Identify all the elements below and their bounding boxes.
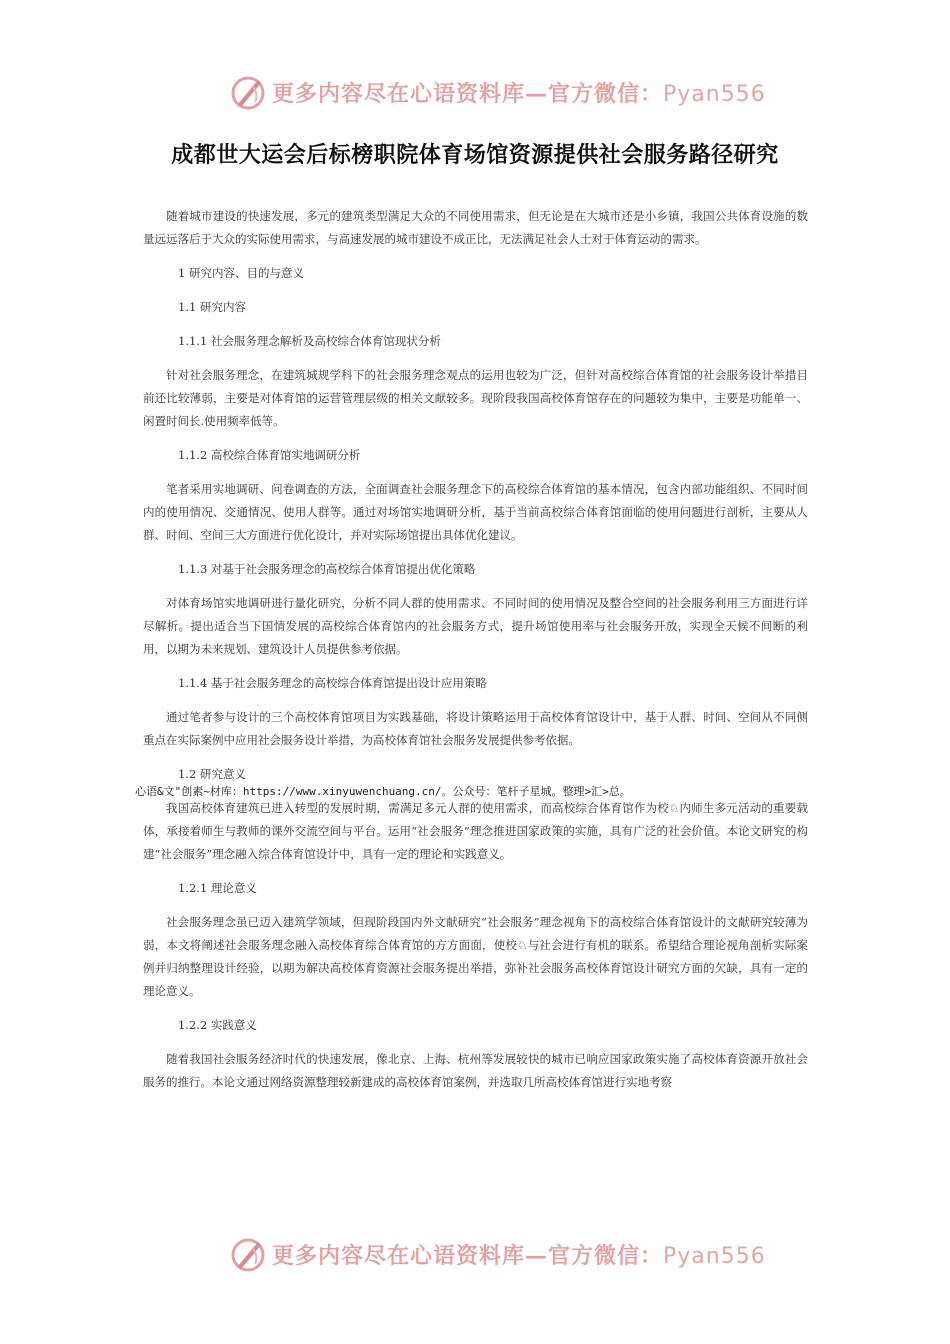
paragraph: 针对社会服务理念，在建筑城规学科下的社会服务理念观点的运用也较为广泛，但针对高校综合体育馆的社会服务设计举措目前还比较薄弱，主要是对体育馆的运营管理层级的相关文献较多。现阶段我国高校体育馆存在的问题较为集中，主要是功能单一、闲置时间长.使用频率低等。 xyxy=(143,368,808,428)
section-heading: 1.2.2 实践意义 xyxy=(178,1018,257,1032)
paragraph: 通过笔者参与设计的三个高校体育馆项目为实践基础，将设计策略运用于高校体育馆设计中，基于人群、时间、空间从不同侧重点在实际案例中应用社会服务设计举措，为高校体育馆社会服务发展提供参考依据。 xyxy=(143,710,808,747)
section-heading: 1.2 研究意义 xyxy=(178,767,246,781)
paragraph: 笔者采用实地调研、问卷调查的方法，全面调查社会服务理念下的高校综合体育馆的基本情况，包含内部功能组织、不同时间内的使用情况、交通情况、使用人群等。通过对场馆实地调研分析，基于当前高校综合体育馆面临的使用问题进行剖析，主要从人群、时间、空间三大方面进行优化设计，并对实际场馆提出具体优化建议。 xyxy=(143,482,808,542)
banner-text: 更多内容尽在心语资料库—官方微信：Pyan556 xyxy=(272,1242,766,1269)
section-heading: 1 研究内容、目的与意义 xyxy=(178,266,304,280)
page-title: 成都世大运会后标榜职院体育场馆资源提供社会服务路径研究 xyxy=(171,143,779,168)
footer-banner xyxy=(0,1232,950,1276)
pen-logo-icon xyxy=(228,72,268,112)
section-heading: 1.1.3 对基于社会服务理念的高校综合体育馆提出优化策略 xyxy=(178,562,476,576)
section-heading: 1.2.1 理论意义 xyxy=(178,881,257,895)
section-heading: 1.1.4 基于社会服务理念的高校综合体育馆提出设计应用策略 xyxy=(178,676,487,690)
section-heading: 1.1 研究内容 xyxy=(178,300,246,314)
paragraph: 我国高校体育建筑已进入转型的发展时期，需满足多元人群的使用需求，而高校综合体育馆作为校♘内师生多元活动的重要载体，承接着师生与教师的课外交流空间与平台。运用“社会服务”理念推进国家政策的实施，具有广泛的社会价值。本论文研究的构建“社会服务”理念融入综合体育馆设计中，具有一定的理论和实践意义。 xyxy=(143,801,808,861)
paragraph: 随着我国社会服务经济时代的快速发展，像北京、上海、杭州等发展较快的城市已响应国家政策实施了高校体育资源开放社会服务的推行。本论文通过网络资源整理较新建成的高校体育馆案例，并选取几所高校体育馆进行实地考察 xyxy=(143,1052,808,1089)
paragraph: 社会服务理念虽已迈入建筑学领域，但现阶段国内外文献研究“社会服务”理念视角下的高校综合体育馆设计的文献研究较薄为弱，本文将阐述社会服务理念融入高校体育综合体育馆的方方面面，使校♘与社会进行有机的联系。希望结合理论视角剖析实际案例并归纳整理设计经验，以期为解决高校体育资源社会服务提出举措，弥补社会服务高校体育馆设计研究方面的欠缺，具有一定的理论意义。 xyxy=(143,915,808,998)
document-body xyxy=(135,205,808,1105)
section-heading: 1.1.1 社会服务理念解析及高校综合体育馆现状分析 xyxy=(178,334,441,348)
section-heading: 1.1.2 高校综合体育馆实地调研分析 xyxy=(178,448,361,462)
banner-text: 更多内容尽在心语资料库—官方微信：Pyan556 xyxy=(272,80,766,107)
paragraph: 对体育场馆实地调研进行量化研究，分析不同人群的使用需求、不同时间的使用情况及整合空间的社会服务利用三方面进行详尽解析。提出适合当下国情发展的高校综合体育馆内的社会服务方式，提升场馆使用率与社会服务开放，实现全天候不间断的利用，以期为未来规划、建筑设计人员提供参考依据。 xyxy=(143,596,808,656)
pen-logo-icon xyxy=(228,1234,268,1274)
paragraph: 随着城市建设的快速发展，多元的建筑类型满足大众的不同使用需求，但无论是在大城市还是小乡镇，我国公共体育设施的数量远远落后于大众的实际使用需求，与高速发展的城市建设不成正比，无法满足社会人士对于体育运动的需求。 xyxy=(143,209,808,246)
watermark-line: 心语&文"创素~材库：https://www.xinyuwenchuang.cn/。公众号：笔杆子星城。整理>汇>总。 xyxy=(135,785,631,798)
header-banner xyxy=(0,70,950,114)
